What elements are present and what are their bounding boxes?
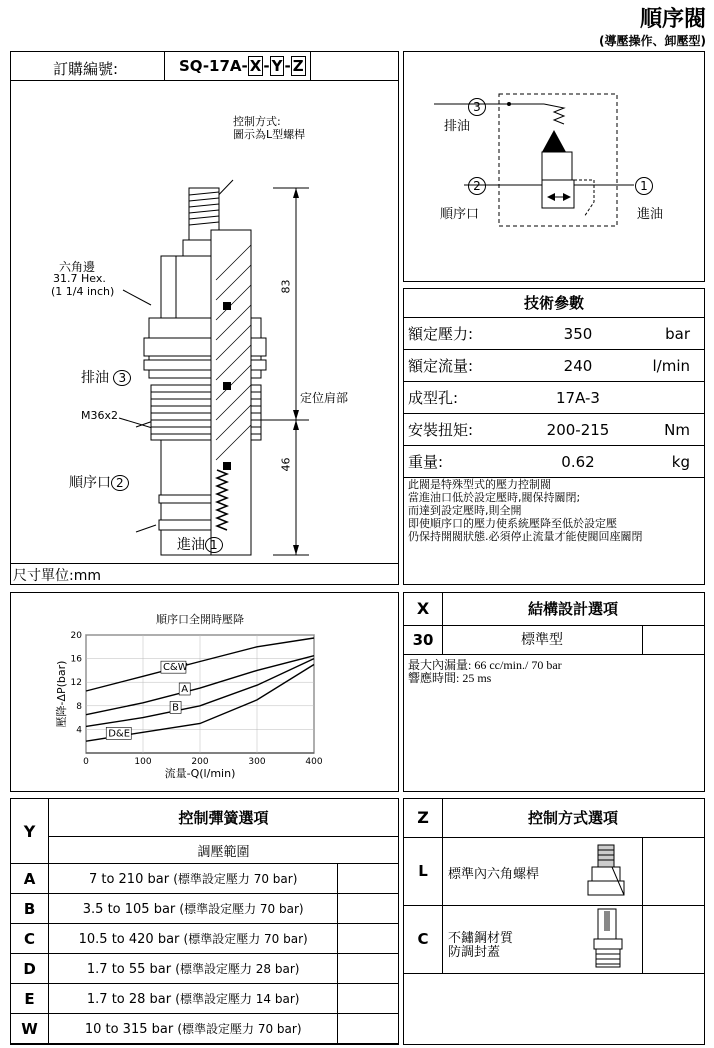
x-note: 響應時間: 25 ms xyxy=(408,671,492,685)
y-option-code: E xyxy=(11,984,49,1014)
control-method-label: 控制方式: xyxy=(233,115,281,128)
y-option-row xyxy=(11,954,399,984)
spec-row xyxy=(404,318,704,350)
symbol-inlet-label: 進油 xyxy=(637,207,664,222)
spec-unit: l/min xyxy=(638,350,704,382)
inlet-port-label: 進油 1 xyxy=(177,534,223,554)
hex-screw-icon xyxy=(584,843,634,901)
spec-row xyxy=(404,350,704,382)
spec-label: 安裝扭矩: xyxy=(404,414,518,446)
y-head: Y xyxy=(11,799,49,864)
spec-value: 17A-3 xyxy=(518,382,638,414)
chart-y-axis-label: 壓降-ΔP(bar) xyxy=(55,660,68,728)
y-option-range: 10.5 to 420 bar (標準設定壓力 70 bar) xyxy=(49,924,338,954)
y-option-code: C xyxy=(11,924,49,954)
spec-note: 當進油口低於設定壓時,閥保持關閉; xyxy=(408,491,581,504)
hydraulic-symbol xyxy=(404,52,704,281)
spec-title: 技術參數 xyxy=(404,289,704,318)
tamper-cap-icon xyxy=(588,907,632,971)
hydraulic-symbol-panel xyxy=(403,51,705,282)
chart-x-tick-label: 0 xyxy=(83,757,89,767)
y-option-row xyxy=(11,864,399,894)
y-option-code: W xyxy=(11,1014,49,1044)
y-option-row xyxy=(11,894,399,924)
sequence-port-label: 順序口 2 xyxy=(69,472,129,492)
symbol-drain-label: 排油 xyxy=(444,119,471,134)
y-option-panel xyxy=(10,798,399,1045)
chart-series-label: C&W xyxy=(162,662,188,674)
order-sep-1: - xyxy=(263,57,270,75)
order-sep-2: - xyxy=(284,57,291,75)
x-head: X xyxy=(404,593,443,626)
y-option-range: 3.5 to 105 bar (標準設定壓力 70 bar) xyxy=(49,894,338,924)
order-code xyxy=(179,57,306,75)
spec-note: 此閥是特殊型式的壓力控制閥 xyxy=(408,478,551,491)
y-title: 控制彈簧選項 xyxy=(49,799,399,837)
units-label: 尺寸單位:mm xyxy=(13,568,101,584)
spec-unit: Nm xyxy=(638,414,704,446)
pressure-drop-chart-panel xyxy=(10,592,399,792)
order-y-box: Y xyxy=(271,57,283,75)
hex-size: 31.7 Hex. xyxy=(53,272,106,285)
order-z-box: Z xyxy=(292,57,304,75)
y-option-range: 7 to 210 bar (標準設定壓力 70 bar) xyxy=(49,864,338,894)
spec-unit: bar xyxy=(638,318,704,350)
spec-panel xyxy=(403,288,705,585)
y-option-code: B xyxy=(11,894,49,924)
spec-label: 成型孔: xyxy=(404,382,518,414)
spec-value: 350 xyxy=(518,318,638,350)
hex-label: 六角邊 xyxy=(59,260,96,274)
spec-value: 200-215 xyxy=(518,414,638,446)
y-option-code: D xyxy=(11,954,49,984)
x-notes xyxy=(408,659,562,685)
order-bar xyxy=(11,52,398,81)
spec-note: 而達到設定壓時,則全開 xyxy=(408,504,522,517)
chart-series-label: D&E xyxy=(108,728,131,740)
z-desc-l: 標準內六角螺桿 xyxy=(448,867,540,882)
chart-x-tick-label: 400 xyxy=(305,757,323,767)
x-title: 結構設計選項 xyxy=(442,593,704,626)
z-desc-c-2: 防調封蓋 xyxy=(448,945,501,960)
y-option-row xyxy=(11,1014,399,1044)
z-option-panel xyxy=(403,798,705,1045)
y-option-range: 1.7 to 28 bar (標準設定壓力 14 bar) xyxy=(49,984,338,1014)
valve-section-drawing xyxy=(11,80,398,570)
pressure-drop-chart xyxy=(11,593,398,791)
page-subtitle: (導壓操作、卸壓型) xyxy=(599,34,706,48)
symbol-port-2-number: 2 xyxy=(468,177,486,195)
chart-x-tick-label: 300 xyxy=(248,757,266,767)
chart-y-tick-label: 16 xyxy=(70,654,82,665)
dim-46: 46 xyxy=(279,457,293,472)
spec-table xyxy=(404,318,704,478)
z-title: 控制方式選項 xyxy=(442,799,704,838)
chart-y-tick-label: 12 xyxy=(70,678,82,689)
z-desc-c-1: 不鏽鋼材質 xyxy=(448,931,514,946)
chart-y-tick-label: 8 xyxy=(76,701,82,712)
y-option-range: 1.7 to 55 bar (標準設定壓力 28 bar) xyxy=(49,954,338,984)
control-method-desc: 圖示為L型螺桿 xyxy=(233,128,306,141)
chart-series-label: A xyxy=(181,684,189,695)
y-option-row xyxy=(11,924,399,954)
x-note: 最大內漏量: 66 cc/min./ 70 bar xyxy=(408,658,562,672)
drain-port-label: 排油 3 xyxy=(81,367,131,387)
order-prefix: SQ-17A- xyxy=(179,57,248,75)
shoulder-label: 定位肩部 xyxy=(300,391,349,405)
spec-unit xyxy=(638,382,704,414)
y-subtitle: 調壓範圍 xyxy=(49,837,399,864)
chart-x-axis-label: 流量-Q(l/min) xyxy=(164,767,236,780)
y-option-row xyxy=(11,984,399,1014)
z-code-l: L xyxy=(404,837,443,906)
x-code: 30 xyxy=(404,626,443,655)
dim-83: 83 xyxy=(279,279,293,294)
y-option-range: 10 to 315 bar (標準設定壓力 70 bar) xyxy=(49,1014,338,1044)
x-desc: 標準型 xyxy=(442,626,643,655)
x-option-panel xyxy=(403,592,705,792)
symbol-port-3-number: 3 xyxy=(468,98,486,116)
spec-note: 即使順序口的壓力使系統壓降至低於設定壓 xyxy=(408,517,617,530)
order-label: 訂購編號: xyxy=(53,60,119,78)
thread-label: M36x2 xyxy=(81,409,118,422)
y-option-table xyxy=(10,798,399,1044)
drawing-panel xyxy=(10,51,399,585)
z-head: Z xyxy=(404,799,443,838)
chart-y-tick-label: 4 xyxy=(76,725,82,736)
spec-label: 額定壓力: xyxy=(404,318,518,350)
chart-series-label: B xyxy=(172,702,179,714)
hex-size-inch: (1 1/4 inch) xyxy=(51,285,115,298)
chart-x-tick-label: 200 xyxy=(191,757,209,767)
spec-note: 仍保持開閥狀態.必須停止流量才能使閥回座關閉 xyxy=(408,530,643,543)
symbol-port-1-number: 1 xyxy=(635,177,653,195)
spec-row xyxy=(404,446,704,478)
symbol-sequence-label: 順序口 xyxy=(440,207,480,222)
chart-y-tick-label: 20 xyxy=(70,631,82,641)
spec-row xyxy=(404,414,704,446)
spec-label: 重量: xyxy=(404,446,518,478)
spec-value: 0.62 xyxy=(518,446,638,478)
order-x-box: X xyxy=(249,57,262,75)
chart-title: 順序口全開時壓降 xyxy=(156,613,244,626)
chart-x-tick-label: 100 xyxy=(134,757,152,767)
spec-label: 額定流量: xyxy=(404,350,518,382)
spec-notes xyxy=(408,478,643,543)
page-title: 順序閥 xyxy=(639,7,706,32)
y-option-code: A xyxy=(11,864,49,894)
spec-unit: kg xyxy=(638,446,704,478)
spec-row xyxy=(404,382,704,414)
spec-value: 240 xyxy=(518,350,638,382)
z-code-c: C xyxy=(404,905,443,974)
